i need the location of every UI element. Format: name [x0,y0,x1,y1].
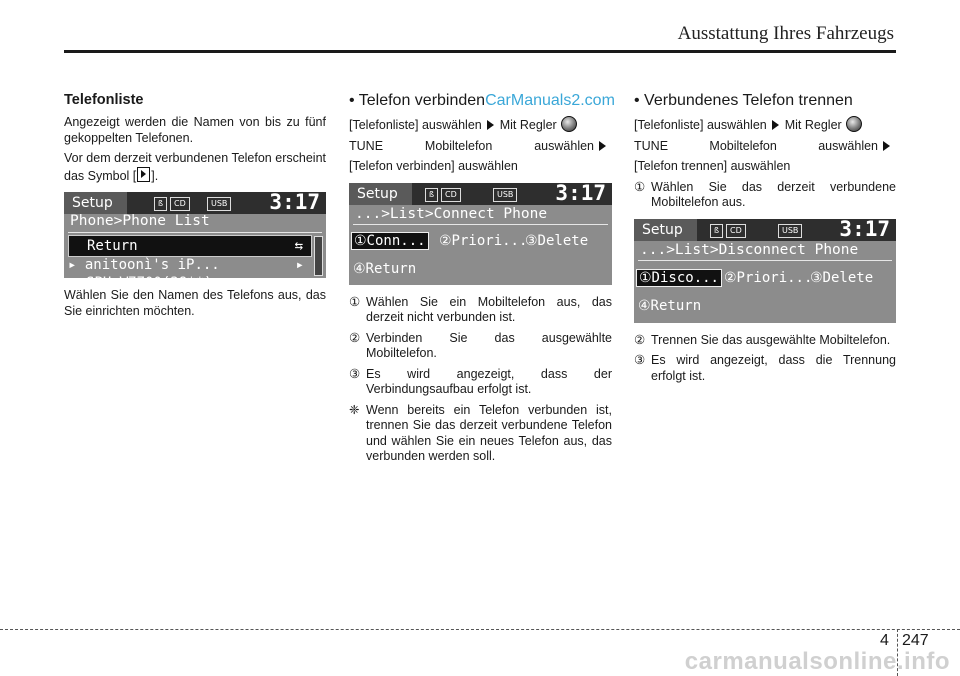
instruction-line [634,139,896,155]
screen-divider [638,260,892,261]
item-number: ① [349,294,361,309]
instruction-line [349,139,612,155]
list-row [68,273,312,293]
list-item [634,333,896,349]
list-item [349,367,612,398]
item-number: ① [634,179,646,194]
instruction-text: [Telefonliste] auswählen [634,118,767,132]
tune-knob-icon [561,116,577,132]
row-label: Return [87,238,138,254]
option-disconnect: ①Disco... [636,269,722,287]
section-heading [349,92,615,110]
watermark-text: CarManuals2.com [485,92,615,109]
item-text: Wählen Sie ein Mobiltelefon aus, das derzeit nicht verbunden ist. [366,294,612,324]
item-text: Verbinden Sie das ausgewählte Mobiltelefon. [366,330,612,360]
instruction-line: [Telefon verbinden] auswählen [349,159,518,173]
option-priority: ②Priori... [724,269,813,286]
note-item [349,403,612,465]
return-icon: ⇆ [294,238,303,254]
tune-knob-icon [846,116,862,132]
phone-list-screen [64,190,326,291]
item-text: Es wird angezeigt, dass der Verbindungsaufbau erfolgt ist. [366,366,612,396]
column-telefon-trennen [634,92,896,389]
item-text: Wählen Sie das derzeit verbundene Mobiltelefon aus. [651,179,896,209]
cd-badge: CD [726,224,746,238]
option-return: ④Return [638,297,702,314]
instruction-text: Mit Regler [499,118,557,132]
option-priority: ②Priori... [439,232,528,249]
item-text: Wenn bereits ein Telefon verbunden ist, trennen Sie das derzeit verbundene Telefon und wählen Sie ein neues Telefon aus, das verbunden werden soll. [366,402,612,463]
bluetooth-icon: ß [710,224,723,238]
list-row-return [68,235,312,257]
disconnect-phone-screen [634,216,896,323]
usb-badge: USB [207,197,231,211]
list-item [634,353,896,384]
instruction-text: [Telefonliste] auswählen [349,118,482,132]
screen-path: Phone>Phone List [70,213,210,229]
option-return: ④Return [353,260,417,277]
footer-rule [0,629,960,630]
running-header-title: Ausstattung Ihres Fahrzeugs [677,23,894,44]
item-number: ② [634,332,646,347]
scrollbar [314,236,323,276]
cd-badge: CD [170,197,190,211]
footer-watermark: carmanualsonline.info [684,648,950,675]
play-symbol-icon [137,167,150,182]
arrow-icon [487,120,494,130]
chevron-right-icon: ▸ [295,257,304,273]
arrow-icon: ▸ [68,257,77,273]
paragraph: Angezeigt werden die Namen von bis zu fünf gekoppelten Telefonen. [64,115,326,145]
column-telefon-verbinden [349,92,615,470]
screen-path: ...>List>Disconnect Phone [640,241,859,258]
instruction-line [349,116,612,134]
heading-text: • Telefon verbinden [349,92,486,109]
option-connect: ①Conn... [351,232,429,250]
bluetooth-icon: ß [425,188,438,202]
screen-divider [353,224,608,225]
arrow-icon [883,141,890,151]
screen-tab: Setup [349,183,412,205]
chapter-number: 4 [880,632,889,649]
instruction-text: Mit Regler [784,118,842,132]
bluetooth-icon: ß [154,197,167,211]
screen-path: ...>List>Connect Phone [355,205,548,222]
instruction-text: TUNE Mobiltelefon auswählen [349,138,594,153]
note-mark: ❈ [349,402,360,417]
screen-clock: 3:17 [555,180,606,205]
section-heading: Telefonliste [64,92,144,108]
row-label: SPH-W7700(38**) [86,275,213,291]
column-telefonliste [64,92,326,324]
usb-badge: USB [493,188,517,202]
instruction-line: [Telefon trennen] auswählen [634,159,791,173]
screen-tab: Setup [634,219,697,241]
header-rule [64,50,896,53]
paragraph: Wählen Sie den Namen des Telefons aus, das Sie einrichten möchten. [64,288,326,318]
item-text: Es wird angezeigt, dass die Trennung erfolgt ist. [651,353,896,383]
item-number: ② [349,330,361,345]
chevron-right-icon: ▸ [295,275,304,291]
option-delete: ③Delete [525,232,589,249]
screen-clock: 3:17 [839,216,890,241]
item-number: ③ [634,353,646,367]
row-label: anitoonì's iP... [84,257,220,273]
option-delete: ③Delete [810,269,874,286]
instruction-text: TUNE Mobiltelefon auswählen [634,138,878,153]
cd-badge: CD [441,188,461,202]
instruction-line [634,116,896,134]
paragraph-text: ]. [151,168,159,183]
item-number: ③ [349,366,361,381]
list-item [634,180,896,211]
section-heading: • Verbundenes Telefon trennen [634,92,853,109]
item-text: Trennen Sie das ausgewählte Mobiltelefon. [651,332,891,347]
list-item [349,295,612,326]
paragraph-text: Vor dem derzeit verbundenen Telefon erscheint das Symbol [ [64,151,326,183]
page-number: 247 [902,632,929,649]
arrow-icon [772,120,779,130]
screen-divider [68,232,322,233]
paragraph-symbol [64,151,326,184]
usb-badge: USB [778,224,802,238]
list-item [349,331,612,362]
screen-tab: Setup [64,192,127,214]
connect-phone-screen [349,180,612,285]
screen-clock: 3:17 [269,190,320,214]
list-row [68,255,312,275]
arrow-icon [599,141,606,151]
